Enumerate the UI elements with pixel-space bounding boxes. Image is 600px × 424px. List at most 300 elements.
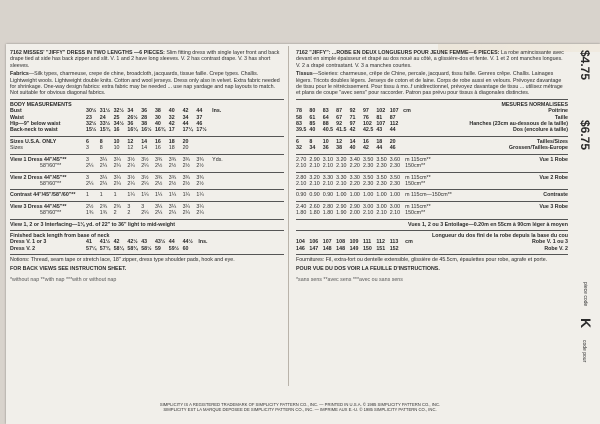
row-unit: Ins.	[212, 108, 222, 115]
table-cell: 3¼	[196, 203, 204, 210]
row-label: 58"/60"**	[40, 180, 62, 187]
table-cell: 76	[362, 114, 369, 121]
table-cell: 78	[296, 108, 302, 115]
intro-title: 7162 MISSES' "JIFFY" DRESS IN TWO LENGTHS —6 PIECES:	[10, 50, 165, 56]
table-cell: 3½	[127, 174, 135, 181]
table-cell: 12	[127, 145, 134, 152]
row-label: 58"/60"**	[40, 210, 62, 217]
table-cell: 3.20	[309, 174, 320, 181]
table-cell: 34	[309, 145, 316, 152]
table-cell: 1.90	[336, 210, 347, 217]
table-cell: 58¾	[127, 245, 138, 252]
table-cell: 2½	[196, 163, 204, 170]
french-column	[296, 50, 568, 283]
table-cell: 37	[196, 114, 203, 121]
table-cell: 59½	[168, 245, 180, 252]
table-cell: 3½	[127, 156, 135, 163]
divider	[296, 154, 568, 155]
table-cell: 2¼	[99, 163, 108, 170]
table-row	[10, 192, 284, 198]
table-cell: 16	[154, 145, 161, 152]
divider	[296, 136, 568, 137]
table-cell: 1	[86, 192, 89, 199]
table-cell: 2.70	[296, 156, 307, 163]
table-cell: 10	[322, 138, 329, 145]
divider	[10, 154, 284, 155]
table-row	[10, 127, 284, 133]
table-cell: 2½	[182, 180, 190, 187]
table-cell: 1¼	[141, 192, 149, 199]
table-cell: 8	[99, 145, 103, 152]
table-cell: 26½	[127, 114, 138, 121]
row-width: m 115cm**	[405, 174, 431, 181]
table-cell: 113	[389, 239, 399, 246]
table-row	[10, 210, 284, 216]
row-unit: Yds.	[212, 156, 223, 163]
table-cell: 40	[154, 121, 161, 128]
fournitures-text: Fournitures: Fil, extra-fort ou dentelle extensible, glissière de 45.5cm, épaulettes pour robe, agrafe et porte.	[296, 257, 548, 264]
table-cell: 57¾	[99, 245, 111, 252]
table-cell: 42	[349, 127, 356, 134]
table-cell: 2.40	[296, 203, 307, 210]
table-cell: 14	[349, 138, 356, 145]
row-label: Grossen/Tailles-Europe	[508, 145, 568, 152]
table-cell: 71	[349, 114, 356, 121]
row-label: View 1 Dress 44"/45"**	[10, 156, 67, 163]
table-cell: 2.30	[389, 163, 401, 170]
table-cell: 6	[86, 138, 89, 145]
divider	[296, 99, 568, 100]
table-cell: 3¾	[182, 156, 190, 163]
table-cell: 3.20	[336, 156, 347, 163]
table-cell: 1.00	[362, 192, 374, 199]
english-column	[10, 50, 284, 283]
row-label: Bust	[10, 108, 22, 115]
table-cell: 2.30	[362, 180, 374, 187]
table-cell: 2.90	[309, 156, 320, 163]
table-row	[296, 145, 568, 151]
table-cell: 108	[336, 239, 346, 246]
table-cell: 15½	[86, 127, 97, 134]
table-cell: 16	[154, 138, 161, 145]
table-cell: 41½	[99, 239, 111, 246]
table-cell: 6	[296, 138, 299, 145]
row-width: m 115cm—150cm**	[405, 192, 452, 199]
table-cell: 3.30	[336, 174, 347, 181]
table-cell: 18	[376, 138, 383, 145]
table-cell: 39.5	[296, 127, 307, 134]
table-cell: 44	[389, 127, 396, 134]
divider	[10, 230, 284, 231]
table-cell: 3.30	[349, 174, 360, 181]
trademark-line-en: SIMPLICITY IS A REGISTERED TRADEMARK OF SIMPLICITY PATTERN CO., INC. — PRINTED IN U.S.A. © 1985 SIMPLICITY PATTERN CO., INC.	[159, 402, 441, 407]
table-cell: 2½	[86, 203, 94, 210]
table-cell: 3¼	[113, 174, 121, 181]
table-cell: 3¾	[154, 156, 163, 163]
center-fold-line	[288, 46, 289, 386]
table-cell: 3.30	[322, 174, 334, 181]
row-label: Vue 2 Robe	[539, 174, 568, 181]
table-cell: 111	[362, 239, 372, 246]
table-cell: 3¾	[154, 174, 163, 181]
table-cell: 2¼	[127, 163, 135, 170]
table-row	[296, 246, 568, 252]
table-cell: 83	[322, 108, 329, 115]
table-cell: 8	[99, 138, 103, 145]
row-width: 150cm**	[405, 163, 426, 170]
table-cell: 0.90	[322, 192, 334, 199]
table-cell: 17½	[196, 127, 207, 134]
table-cell: 36	[127, 121, 134, 128]
table-cell: 87	[389, 114, 396, 121]
table-cell: 3¼	[99, 174, 108, 181]
table-cell: 2½	[196, 180, 204, 187]
table-cell: 149	[349, 245, 359, 252]
table-cell: 1.00	[376, 192, 387, 199]
table-cell: 2.60	[309, 203, 320, 210]
price-strip	[572, 50, 594, 380]
table-cell: 14	[141, 138, 148, 145]
table-row	[10, 181, 284, 187]
table-cell: 87	[336, 108, 343, 115]
table-cell: 34	[127, 108, 134, 115]
row-label: Dress V. 1 or 3	[10, 239, 47, 246]
tissus-body: —Soieries: charmeuse, crêpe de Chine, percale, jacquard, tissu faille. Genres crêpe. Challis. Lainages légers. Tricots doubles légers. Jerseys de coton et de laine. Corps de robe aussi en velours. Prévoyez davantage de tissu pour le rétrécissement. Pour tissu à mo..f unidirectionnel, prévoyez davantage de tissu ... utilisez métrage et plans de coupe "avec sens" pour raccorder. Patron pas prévu pour tissus à diagonales distinctes.	[296, 71, 563, 97]
table-cell: 40	[309, 127, 316, 134]
table-cell: 106	[309, 239, 319, 246]
table-cell: 2.80	[322, 203, 334, 210]
table-cell: 32	[168, 114, 175, 121]
table-row	[10, 163, 284, 169]
fabrics-body: —Silk types, charmeuse, crepe de chine, broadcloth, jacquards, tissue faille. Crepe types. Challis. Lightweight wools. Lightweight double knits. Cotton and wool jerseys. Dress only also in velvet. Extra fabric needed for shrinkage. One-way design fabrics: extra fabric may be needed ... use nap yardage and nap layouts to match. Not suitable for obvious diagonal fabrics.	[10, 71, 280, 97]
table-cell: 151	[376, 245, 386, 252]
table-cell: 1.00	[349, 192, 360, 199]
table-cell: 3.40	[349, 156, 360, 163]
table-cell: 46	[196, 121, 203, 128]
table-cell: 2.10	[389, 210, 401, 217]
row-label: Taille	[554, 114, 568, 121]
table-cell: 2¼	[86, 163, 94, 170]
row-unit: Ins.	[198, 239, 208, 246]
table-cell: 2¼	[154, 210, 163, 217]
table-cell: 58	[296, 114, 302, 121]
table-cell: 32½	[86, 121, 97, 128]
row-label: View 2 Dress 44"/45"**	[10, 174, 67, 181]
table-cell: 3.50	[376, 156, 387, 163]
table-cell: 2.30	[362, 163, 374, 170]
table-row	[296, 192, 568, 198]
table-cell: 58¼	[113, 245, 124, 252]
table-cell: 1	[99, 192, 103, 199]
table-cell: 33½	[99, 121, 111, 128]
table-cell: 42	[113, 239, 120, 246]
table-cell: 1.00	[336, 192, 347, 199]
table-cell: 44	[376, 145, 383, 152]
table-cell: 3¼	[182, 203, 190, 210]
table-cell: 88	[322, 121, 329, 128]
table-cell: 2¼	[141, 163, 149, 170]
table-cell: 2.30	[376, 180, 387, 187]
table-cell: 43	[141, 239, 148, 246]
yardage-table	[10, 154, 284, 217]
table-cell: 44	[168, 239, 175, 246]
table-cell: 25	[113, 114, 120, 121]
table-cell: 3.50	[362, 156, 374, 163]
table-cell: 80	[309, 108, 316, 115]
table-cell: 2.10	[336, 180, 347, 187]
sizes-label: Sizes	[10, 145, 23, 152]
fabrics-label: Fabrics	[10, 71, 29, 78]
table-cell: 3¼	[99, 156, 108, 163]
table-cell: 31½	[99, 108, 111, 115]
table-cell: 3	[86, 156, 89, 163]
row-label: Tailles/Sizes	[536, 138, 568, 145]
table-cell: 38	[141, 121, 148, 128]
table-cell: 30	[154, 114, 161, 121]
table-cell: 1	[113, 192, 117, 199]
divider	[296, 230, 568, 231]
table-cell: 107	[376, 121, 386, 128]
table-cell: 42½	[127, 239, 138, 246]
table-cell: 97	[362, 108, 369, 115]
table-cell: 3¼	[154, 203, 163, 210]
table-cell: 60	[182, 245, 189, 252]
table-cell: 41	[86, 239, 92, 246]
trademark-footer	[40, 402, 560, 413]
nap-legend: *without nap **with nap ***with or without nap	[10, 276, 117, 283]
table-cell: 12	[336, 138, 343, 145]
table-cell: 83	[296, 121, 302, 128]
table-cell: 67	[336, 114, 343, 121]
table-cell: 147	[309, 245, 319, 252]
row-label: Vue 1 Robe	[539, 156, 568, 163]
longueur-title: Longueur du dos fini de la robe depuis la base du cou	[432, 232, 568, 239]
table-cell: 2.30	[389, 180, 401, 187]
table-cell: 3¾	[196, 156, 204, 163]
table-cell: 23	[86, 114, 92, 121]
table-cell: 36	[322, 145, 329, 152]
table-cell: 2½	[168, 163, 177, 170]
table-row	[296, 127, 568, 133]
divider	[10, 172, 284, 173]
table-cell: 3.50	[376, 174, 387, 181]
table-cell: 2¼	[127, 180, 135, 187]
table-cell: 2.90	[336, 203, 347, 210]
table-cell: 107	[322, 239, 332, 246]
table-cell: 2¼	[141, 210, 149, 217]
table-cell: 152	[389, 245, 399, 252]
table-cell: 3¾	[168, 174, 177, 181]
code-letter: K	[578, 318, 594, 329]
table-cell: 24	[99, 114, 106, 121]
divider	[296, 189, 568, 190]
row-label: Contraste	[543, 192, 568, 199]
sens-legend: *sans sens **avec sens ***avec ou sans sens	[296, 276, 403, 283]
table-cell: 2.10	[336, 163, 347, 170]
table-cell: 148	[322, 245, 332, 252]
table-cell: 2¾	[113, 203, 121, 210]
intro-title-fr: 7162 "JIFFY": ...ROBE EN DEUX LONGUEURS POUR JEUNE FEMME—6 PIECES:	[296, 50, 500, 56]
table-cell: 43½	[154, 239, 166, 246]
row-label: View 3 Dress 44"/45"**	[10, 203, 67, 210]
table-cell: 2½	[168, 180, 177, 187]
table-cell: 2½	[154, 180, 163, 187]
body-measurements-table	[10, 108, 284, 134]
fabrics-paragraph	[10, 71, 284, 97]
table-cell: 10	[113, 145, 120, 152]
intro-body-fr: La robe amincissante avec devant en simple épaisseur et drapé au dos noué au côté, a glissière-dos et fente. V. 1 et 2 ont manches longues. V. 2 a drapé contrastant. V. 3 a manches courtes.	[296, 50, 564, 69]
table-cell: 2.10	[322, 163, 334, 170]
table-cell: 1¾	[99, 210, 108, 217]
table-cell: 3	[127, 203, 131, 210]
table-cell: 3½	[141, 156, 149, 163]
row-label: Dos (encolure à taille)	[512, 127, 568, 134]
row-label: Hanches (23cm au-dessous de la taille)	[469, 121, 568, 128]
table-cell: 2.90	[349, 203, 360, 210]
table-cell: 3½	[141, 174, 149, 181]
divider	[296, 201, 568, 202]
table-cell: 3¾	[182, 174, 190, 181]
divider	[296, 219, 568, 220]
table-cell: 3.50	[362, 174, 374, 181]
sizes-row	[10, 145, 284, 151]
table-cell: 2.30	[376, 163, 387, 170]
table-cell: 3¾	[168, 156, 177, 163]
table-cell: 1¼	[127, 192, 135, 199]
mesures-table	[296, 108, 568, 134]
row-width: m 115cm**	[405, 203, 431, 210]
table-cell: 3.00	[362, 203, 374, 210]
table-cell: 64	[322, 114, 329, 121]
row-label: Robe V. 2	[544, 245, 568, 252]
intro-body: Slim fitting dress with single layer front and back drape tied at side has back zipper and slit. V. 1 and 2 have long sleeves. V. 2 has contrast drape. V. 3 has short sleeves.	[10, 50, 280, 69]
table-cell: 38	[154, 108, 161, 115]
row-width: m 115cm**	[405, 156, 431, 163]
table-cell: 2.10	[322, 180, 334, 187]
table-cell: 2¾	[99, 203, 108, 210]
divider	[10, 219, 284, 220]
price-cad: $6.75	[578, 120, 592, 151]
row-width: 150cm**	[405, 180, 426, 187]
body-measurements-title: BODY MEASUREMENTS	[10, 101, 72, 108]
row-label: Hip—9" below waist	[10, 121, 61, 128]
row-unit: cm	[405, 239, 413, 246]
table-cell: 92	[349, 108, 356, 115]
table-cell: 3	[141, 203, 145, 210]
table-cell: 2	[113, 210, 117, 217]
table-cell: 2¼	[113, 163, 121, 170]
table-cell: 3¼	[168, 203, 177, 210]
pour-dos-note: POUR VUE DU DOS VOIR LA FEUILLE D'INSTRUCTIONS.	[296, 265, 440, 272]
table-cell: 109	[349, 239, 359, 246]
table-cell: 58½	[141, 245, 152, 252]
table-cell: 81	[376, 114, 383, 121]
table-cell: 30½	[86, 108, 97, 115]
table-cell: 2	[127, 210, 131, 217]
table-cell: 15¾	[99, 127, 111, 134]
table-cell: 44½	[182, 239, 193, 246]
divider	[10, 189, 284, 190]
table-cell: 97	[349, 121, 356, 128]
table-cell: 3	[86, 145, 89, 152]
table-cell: 18	[168, 145, 175, 152]
row-label: Contrast 44"/45"/58"/60"**	[10, 192, 76, 199]
table-cell: 3.50	[389, 174, 401, 181]
table-cell	[403, 127, 416, 133]
table-cell: 102	[362, 121, 372, 128]
table-cell: 3.00	[389, 203, 401, 210]
table-cell: 14	[141, 145, 148, 152]
table-cell: 16¼	[127, 127, 138, 134]
table-cell: 92	[336, 121, 343, 128]
table-cell: 57¼	[86, 245, 97, 252]
table-cell: 17¼	[182, 127, 193, 134]
table-cell: 44	[182, 121, 189, 128]
table-cell: 2½	[182, 163, 190, 170]
intro-paragraph	[10, 50, 284, 69]
divider	[10, 201, 284, 202]
table-cell: 42	[362, 145, 369, 152]
back-views-note: FOR BACK VIEWS SEE INSTRUCTION SHEET.	[10, 265, 127, 272]
table-cell: 2½	[154, 163, 163, 170]
sizes-usa-label: Sizes U.S.A. ONLY	[10, 138, 57, 145]
table-cell: 16	[113, 127, 120, 134]
table-cell: 36	[141, 108, 148, 115]
table-cell: 85	[309, 121, 316, 128]
table-cell: 3¾	[196, 174, 204, 181]
table-cell: 1.80	[296, 210, 307, 217]
table-cell: 40	[168, 108, 175, 115]
interfacing-text: View 1, 2 or 3 Interfacing—1⅛ yd. of 22" to 36" light to mid-weight	[10, 221, 176, 228]
table-cell: 34½	[113, 121, 124, 128]
table-cell: 2.20	[349, 180, 360, 187]
trademark-line-fr: SIMPLICITY EST LA MARQUE DEPOSEE DE SIMPLICITY PATTERN CO., INC. — IMPRIME AUX E.-U. © 1985 SIMPLICITY PATTERN CO., INC.	[163, 407, 437, 413]
table-cell: 2.10	[309, 180, 320, 187]
tailles-table	[296, 139, 568, 152]
table-cell: 112	[376, 239, 385, 246]
table-cell: 1¾	[86, 210, 94, 217]
row-label: Dress V. 2	[10, 245, 36, 252]
table-cell: 107	[389, 108, 399, 115]
table-cell: 42	[182, 108, 189, 115]
table-cell: 28	[141, 114, 148, 121]
longueur-table	[296, 239, 568, 252]
table-cell: 41.5	[336, 127, 347, 134]
table-cell: 2.10	[309, 163, 320, 170]
table-cell: 3	[86, 174, 89, 181]
mesures-title: MESURES NORMALISEES	[501, 101, 568, 108]
table-cell: 20	[182, 145, 189, 152]
table-cell: 17	[168, 127, 175, 134]
table-cell: 146	[296, 245, 305, 252]
table-cell: 20	[389, 138, 396, 145]
table-cell: 16¾	[154, 127, 166, 134]
table-cell: 32	[296, 145, 302, 152]
table-cell: 1¼	[196, 192, 204, 199]
piece-code-label: piece code	[582, 282, 588, 307]
table-cell: 16	[362, 138, 369, 145]
table-cell	[196, 145, 210, 151]
table-cell: 16½	[141, 127, 152, 134]
table-row	[296, 181, 568, 187]
entoilage-text: Vues 1, 2 ou 3 Entoilage—0.20m en 55cm à 90cm léger à moyen	[408, 221, 568, 228]
table-cell: 2.10	[296, 163, 307, 170]
table-cell: 40.5	[322, 127, 334, 134]
finished-length-title: Finished back length from base of neck	[10, 232, 110, 239]
table-cell: 2¼	[141, 180, 149, 187]
table-cell: 42	[168, 121, 175, 128]
row-label: Poitrine	[548, 108, 568, 115]
